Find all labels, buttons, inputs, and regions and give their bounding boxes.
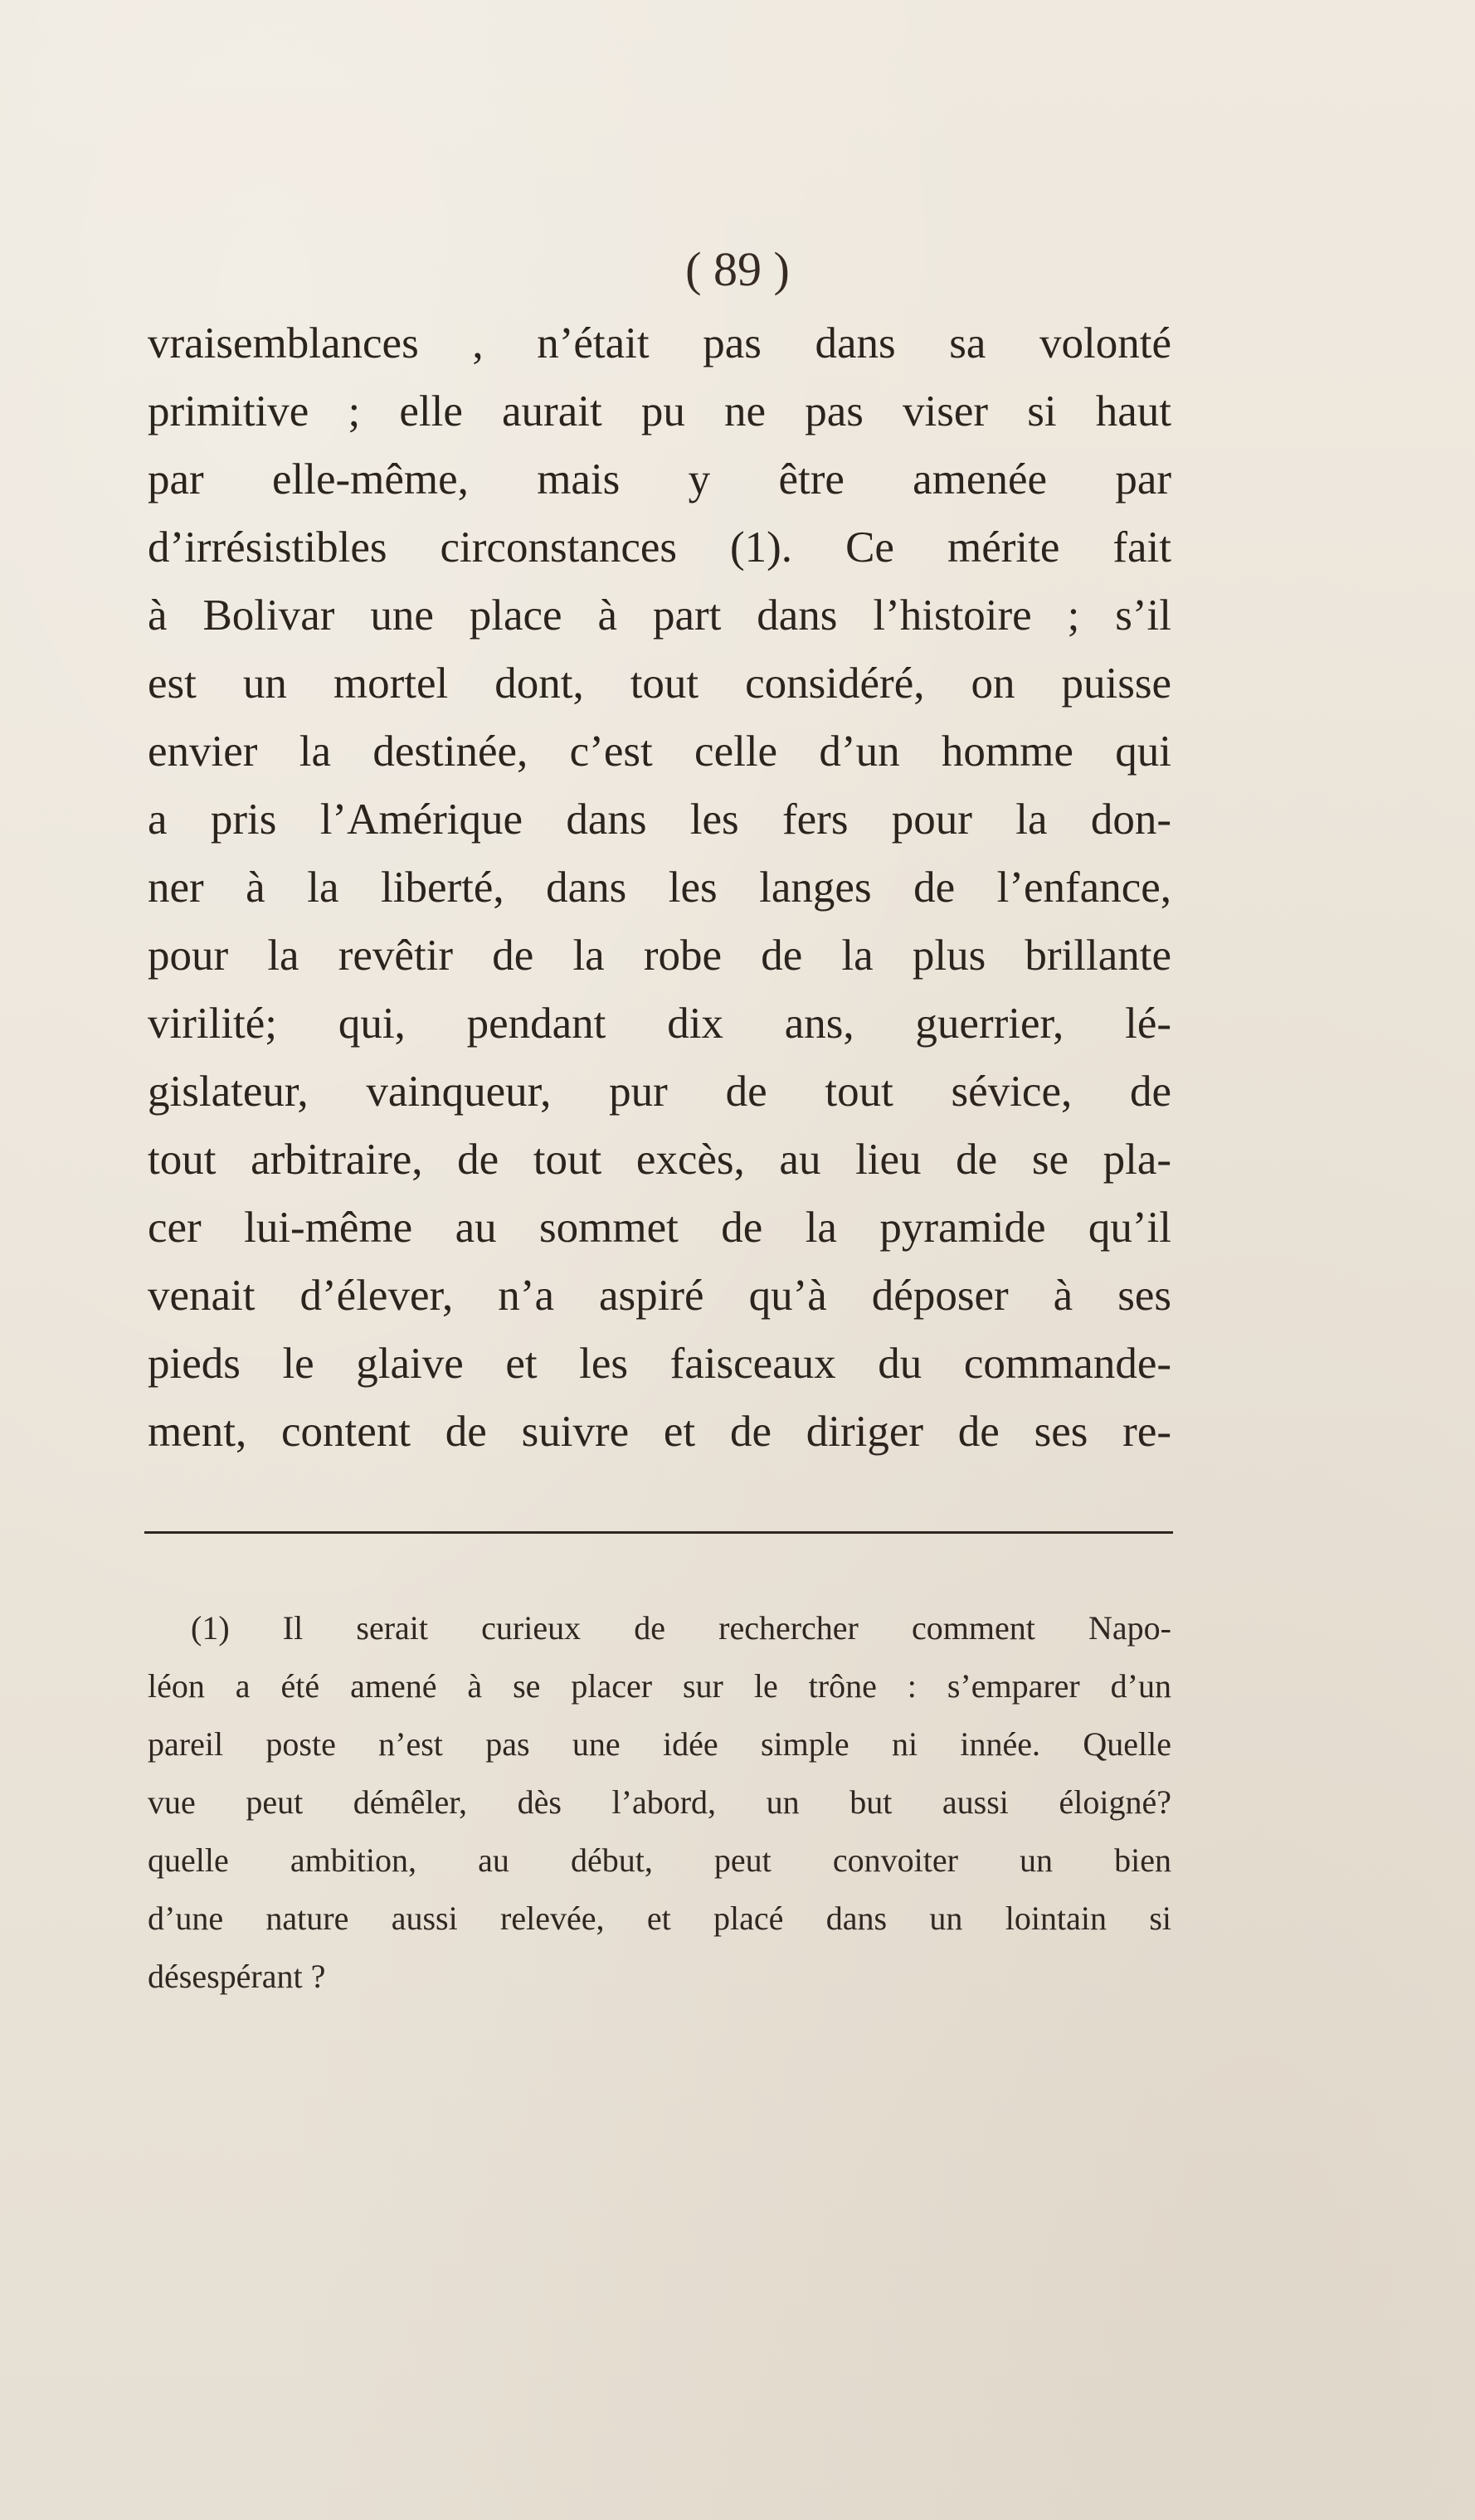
text-line: ner à la liberté, dans les langes de l’enfance, (148, 864, 1171, 912)
text-line: envier la destinée, c’est celle d’un homme qui (148, 727, 1171, 776)
text-line: gislateur, vainqueur, pur de tout sévice, de (148, 1068, 1171, 1116)
text-line: venait d’élever, n’a aspiré qu’à déposer à ses (148, 1272, 1171, 1320)
text-line: vraisemblances , n’était pas dans sa volonté (148, 319, 1171, 367)
text-line: cer lui-même au sommet de la pyramide qu’il (148, 1204, 1171, 1252)
footnote-line: (1) Il serait curieux de rechercher comment Napo- (191, 1609, 1171, 1647)
text-line: primitive ; elle aurait pu ne pas viser si haut (148, 387, 1171, 435)
footnote-line: vue peut démêler, dès l’abord, un but aussi éloigné? (148, 1783, 1171, 1821)
text-line: pour la revêtir de la robe de la plus brillante (148, 932, 1171, 980)
text-line: tout arbitraire, de tout excès, au lieu de se pla- (148, 1136, 1171, 1184)
text-line: virilité; qui, pendant dix ans, guerrier, lé- (148, 1000, 1171, 1048)
text-line: a pris l’Amérique dans les fers pour la don- (148, 795, 1171, 844)
footnote-line: quelle ambition, au début, peut convoiter un bien (148, 1841, 1171, 1879)
text-line: d’irrésistibles circonstances (1). Ce mérite fait (148, 523, 1171, 572)
main-text (148, 309, 1171, 1466)
footnote (148, 1599, 1171, 2006)
footnote-rule (144, 1531, 1173, 1534)
text-line: à Bolivar une place à part dans l’histoire ; s’il (148, 591, 1171, 640)
text-line: par elle-même, mais y être amenée par (148, 455, 1171, 504)
page-number: ( 89 ) (685, 242, 790, 296)
footnote-line: pareil poste n’est pas une idée simple ni innée. Quelle (148, 1725, 1171, 1763)
text-line: est un mortel dont, tout considéré, on puisse (148, 659, 1171, 708)
text-line: pieds le glaive et les faisceaux du commande- (148, 1340, 1171, 1388)
footnote-line: d’une nature aussi relevée, et placé dans un lointain si (148, 1900, 1171, 1937)
footnote-line: léon a été amené à se placer sur le trône : s’emparer d’un (148, 1667, 1171, 1705)
text-line: ment, content de suivre et de diriger de ses re- (148, 1408, 1171, 1456)
footnote-line: désespérant ? (148, 1958, 326, 1995)
